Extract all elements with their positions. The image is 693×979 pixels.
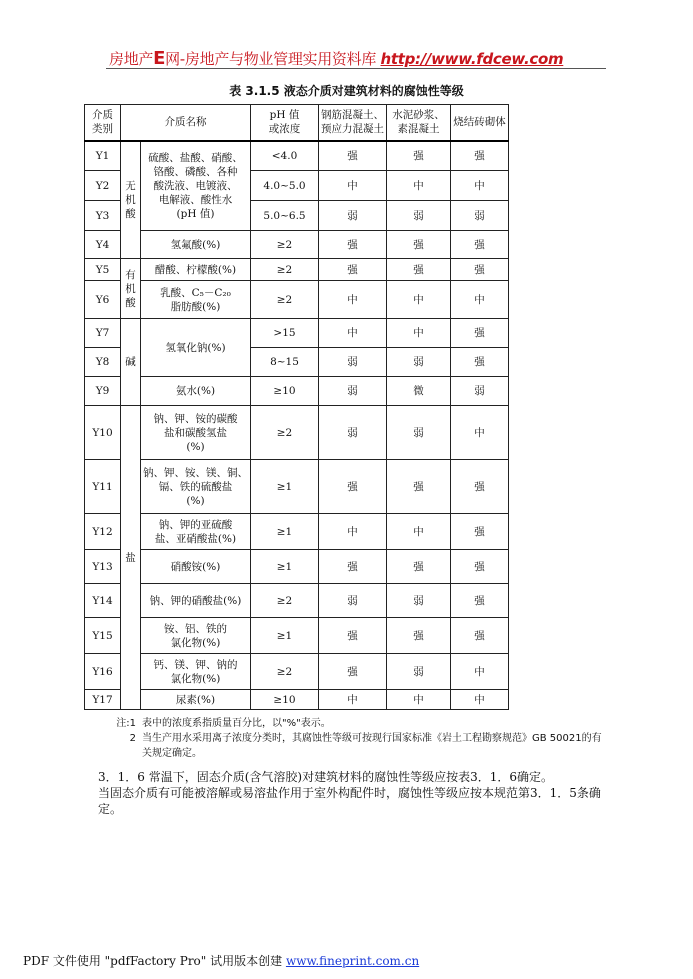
grade-mortar: 中 xyxy=(387,319,451,348)
grade-brick: 强 xyxy=(451,514,509,550)
grade-rc: 弱 xyxy=(319,584,387,618)
row-id: Y9 xyxy=(85,377,121,406)
medium-name xyxy=(141,514,251,550)
row-id: Y16 xyxy=(85,654,121,690)
grade-mortar: 弱 xyxy=(387,406,451,460)
group-organic-acid-text: 有 机 酸 xyxy=(125,268,136,309)
grade-brick: 弱 xyxy=(451,201,509,231)
grade-mortar: 强 xyxy=(387,550,451,584)
medium-name-y10-text: 钠、钾、铵的碳酸 盐和碳酸氢盐 (%) xyxy=(153,412,238,453)
grade-rc: 强 xyxy=(319,654,387,690)
grade-brick: 弱 xyxy=(451,377,509,406)
grade-mortar: 中 xyxy=(387,514,451,550)
grade-mortar: 强 xyxy=(387,141,451,171)
grade-rc: 强 xyxy=(319,141,387,171)
medium-name: 尿素(%) xyxy=(141,690,251,710)
medium-name: 硝酸铵(%) xyxy=(141,550,251,584)
grade-rc: 强 xyxy=(319,231,387,259)
medium-name xyxy=(141,406,251,460)
grade-brick: 强 xyxy=(451,460,509,514)
grade-mortar: 中 xyxy=(387,281,451,319)
table-notes xyxy=(86,716,606,761)
header-brick-text: 烧结砖砌体 xyxy=(453,116,506,129)
grade-mortar: 中 xyxy=(387,690,451,710)
ph-value: ≥2 xyxy=(251,281,319,319)
note-item xyxy=(86,731,606,761)
grade-mortar: 弱 xyxy=(387,584,451,618)
grade-rc: 强 xyxy=(319,460,387,514)
grade-brick: 中 xyxy=(451,690,509,710)
grade-rc: 强 xyxy=(319,550,387,584)
medium-name: 氨水(%) xyxy=(141,377,251,406)
ph-value: ≥2 xyxy=(251,584,319,618)
note-item xyxy=(86,716,606,731)
grade-brick: 中 xyxy=(451,281,509,319)
medium-name-y15-text: 铵、铝、铁的 氯化物(%) xyxy=(164,622,227,649)
grade-rc: 强 xyxy=(319,259,387,281)
ph-value: 4.0~5.0 xyxy=(251,171,319,201)
header-brand: 房地产 xyxy=(109,50,154,68)
footer-text: PDF 文件使用 "pdfFactory Pro" 试用版本创建 xyxy=(23,954,286,968)
medium-name: 氢氧化钠(%) xyxy=(141,319,251,377)
note-text: 当生产用水采用离子浓度分类时，其腐蚀性等级可按现行国家标准《岩土工程勘察规范》GB 50021的有关规定确定。 xyxy=(142,733,602,759)
row-id: Y1 xyxy=(85,141,121,171)
grade-brick: 强 xyxy=(451,231,509,259)
note-num: 1 xyxy=(129,718,136,729)
grade-brick: 中 xyxy=(451,406,509,460)
grade-rc: 中 xyxy=(319,171,387,201)
note-prefix: 注: xyxy=(116,718,130,729)
grade-mortar: 强 xyxy=(387,460,451,514)
medium-name xyxy=(141,460,251,514)
body-paragraph xyxy=(98,769,618,817)
grade-mortar: 弱 xyxy=(387,348,451,377)
group-organic-acid xyxy=(121,259,141,319)
ph-value: ≥1 xyxy=(251,460,319,514)
group-inorganic-acid xyxy=(121,141,141,259)
medium-name: 氢氟酸(%) xyxy=(141,231,251,259)
grade-rc: 中 xyxy=(319,319,387,348)
ph-value: ≥2 xyxy=(251,654,319,690)
medium-name xyxy=(141,654,251,690)
site-header xyxy=(109,48,599,69)
ph-value: ≥2 xyxy=(251,259,319,281)
medium-name-y16-text: 钙、镁、钾、钠的 氯化物(%) xyxy=(153,658,238,685)
ph-value: >15 xyxy=(251,319,319,348)
row-id: Y15 xyxy=(85,618,121,654)
header-medium-name: 介质名称 xyxy=(121,105,251,141)
grade-mortar: 弱 xyxy=(387,654,451,690)
row-id: Y8 xyxy=(85,348,121,377)
ph-value: ≥2 xyxy=(251,231,319,259)
header-subtitle: 网-房地产与物业管理实用资料库 xyxy=(165,50,381,68)
grade-rc: 弱 xyxy=(319,348,387,377)
body-line-1: 3．1．6 常温下，固态介质(含气溶胶)对建筑材料的腐蚀性等级应按表3．1．6确定。 xyxy=(98,770,553,784)
grade-rc: 中 xyxy=(319,690,387,710)
medium-name: 钠、钾的硝酸盐(%) xyxy=(141,584,251,618)
header-mortar xyxy=(387,105,451,141)
header-mortar-text: 水泥砂浆、 素混凝土 xyxy=(392,109,445,136)
header-rule xyxy=(106,68,606,69)
grade-rc: 中 xyxy=(319,514,387,550)
ph-value: <4.0 xyxy=(251,141,319,171)
header-brick xyxy=(451,105,509,141)
medium-name: 醋酸、柠檬酸(%) xyxy=(141,259,251,281)
table-caption: 表 3.1.5 液态介质对建筑材料的腐蚀性等级 xyxy=(229,84,464,98)
ph-value: ≥1 xyxy=(251,618,319,654)
grade-rc: 强 xyxy=(319,618,387,654)
header-medium-type xyxy=(85,105,121,141)
grade-brick: 强 xyxy=(451,319,509,348)
grade-brick: 强 xyxy=(451,141,509,171)
row-id: Y12 xyxy=(85,514,121,550)
header-rc-text: 钢筋混凝土、 预应力混凝土 xyxy=(321,109,384,136)
grade-mortar: 强 xyxy=(387,231,451,259)
row-id: Y6 xyxy=(85,281,121,319)
medium-name-y12-text: 钠、钾的亚硫酸 盐、亚硝酸盐(%) xyxy=(154,518,237,545)
header-ph-text: pH 值 或浓度 xyxy=(268,109,301,136)
grade-mortar: 微 xyxy=(387,377,451,406)
header-ph xyxy=(251,105,319,141)
medium-name-y11-text: 钠、钾、铵、镁、铜、 镉、铁的硫酸盐 (%) xyxy=(143,466,248,507)
ph-value: ≥1 xyxy=(251,550,319,584)
grade-brick: 中 xyxy=(451,171,509,201)
row-id: Y7 xyxy=(85,319,121,348)
ph-value: 8~15 xyxy=(251,348,319,377)
medium-name-acids-text: 硫酸、盐酸、硝酸、 铬酸、磷酸、各种 酸洗液、电镀液、 电解液、酸性水 (pH 值) xyxy=(148,151,243,220)
row-id: Y13 xyxy=(85,550,121,584)
grade-brick: 强 xyxy=(451,584,509,618)
group-salt: 盐 xyxy=(121,406,141,710)
grade-rc: 弱 xyxy=(319,377,387,406)
row-id: Y5 xyxy=(85,259,121,281)
grade-rc: 弱 xyxy=(319,406,387,460)
grade-mortar: 强 xyxy=(387,618,451,654)
ph-value: ≥1 xyxy=(251,514,319,550)
row-id: Y3 xyxy=(85,201,121,231)
grade-brick: 强 xyxy=(451,348,509,377)
group-inorganic-acid-text: 无 机 酸 xyxy=(125,179,136,220)
header-medium-type-text: 介质 类别 xyxy=(92,109,113,136)
pdf-footer xyxy=(23,952,419,969)
footer-link[interactable]: www.fineprint.com.cn xyxy=(285,954,420,968)
body-line-2: 当固态介质有可能被溶解或易溶盐作用于室外构配件时，腐蚀性等级应按本规范第3．1．5条确定。 xyxy=(98,786,601,816)
ph-value: ≥2 xyxy=(251,406,319,460)
ph-value: ≥10 xyxy=(251,690,319,710)
header-url-link[interactable]: http://www.fdcew.com xyxy=(380,50,564,68)
medium-name-lactic-text: 乳酸、C₅－C₂₀ 脂肪酸(%) xyxy=(160,286,231,313)
grade-mortar: 中 xyxy=(387,171,451,201)
grade-brick: 强 xyxy=(451,550,509,584)
note-number: 2 xyxy=(129,733,136,744)
header-e-letter: E xyxy=(153,48,166,69)
group-base: 碱 xyxy=(121,319,141,406)
ph-value: ≥10 xyxy=(251,377,319,406)
grade-mortar: 强 xyxy=(387,259,451,281)
grade-rc: 弱 xyxy=(319,201,387,231)
corrosion-table xyxy=(84,104,509,710)
header-rc xyxy=(319,105,387,141)
note-number xyxy=(86,716,142,731)
row-id: Y10 xyxy=(85,406,121,460)
grade-rc: 中 xyxy=(319,281,387,319)
row-id: Y14 xyxy=(85,584,121,618)
ph-value: 5.0~6.5 xyxy=(251,201,319,231)
grade-brick: 中 xyxy=(451,654,509,690)
grade-brick: 强 xyxy=(451,618,509,654)
medium-name xyxy=(141,618,251,654)
row-id: Y11 xyxy=(85,460,121,514)
grade-brick: 强 xyxy=(451,259,509,281)
row-id: Y17 xyxy=(85,690,121,710)
grade-mortar: 弱 xyxy=(387,201,451,231)
medium-name-acids xyxy=(141,141,251,231)
medium-name xyxy=(141,281,251,319)
note-text: 表中的浓度系指质量百分比，以"%"表示。 xyxy=(142,718,331,729)
row-id: Y2 xyxy=(85,171,121,201)
row-id: Y4 xyxy=(85,231,121,259)
